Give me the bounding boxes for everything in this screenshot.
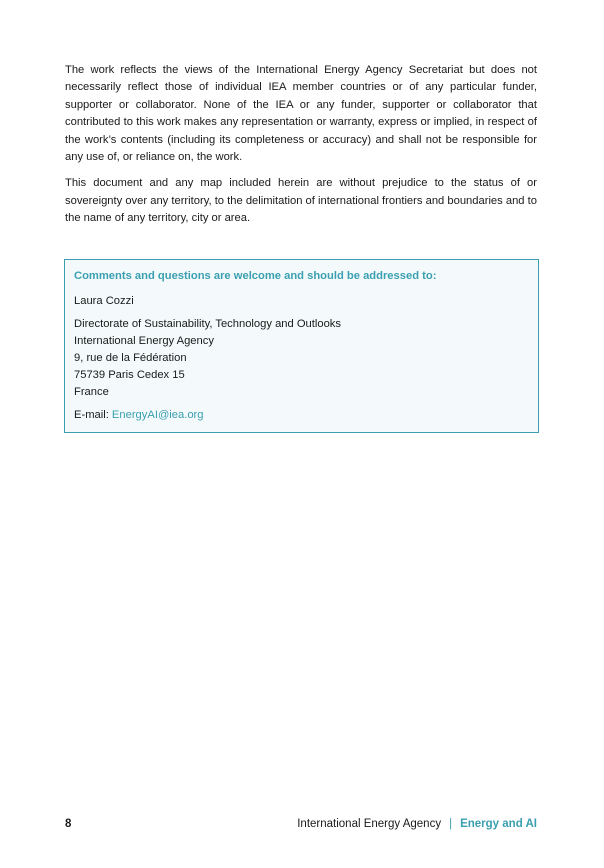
address-line-directorate: Directorate of Sustainability, Technology and Outlooks (74, 318, 341, 330)
page-footer (65, 818, 537, 836)
disclaimer-paragraph: The work reflects the views of the International Energy Agency Secretariat but does not necessarily reflect those of individual IEA member countries or of any particular funder, supporter or collaborator. None of the IEA or any funder, supporter or collaborator that contributed to this work makes any representation or warranty, express or implied, in respect of the work’s contents (including its completeness or accuracy) and shall not be responsible for any use of, or reliance on, the work. (65, 64, 537, 164)
footer-separator: | (449, 818, 453, 830)
contact-heading: Comments and questions are welcome and should be addressed to: (74, 270, 437, 282)
contact-name: Laura Cozzi (74, 295, 134, 307)
main-content (65, 62, 537, 237)
email-line (74, 407, 529, 424)
address-line-country: France (74, 386, 109, 398)
footer-organization: International Energy Agency (297, 818, 442, 830)
address-line-street: 9, rue de la Fédération (74, 352, 187, 364)
email-label: E-mail: (74, 409, 112, 421)
email-link[interactable]: EnergyAI@iea.org (111, 409, 204, 421)
contact-box (64, 259, 539, 433)
page-number: 8 (65, 818, 72, 830)
territory-paragraph: This document and any map included herein are without prejudice to the status of or sovereignty over any territory, to the delimitation of international frontiers and boundaries and to the name of any territory, city or area. (65, 177, 537, 225)
footer-report-title: Energy and AI (460, 818, 537, 830)
footer-title (297, 818, 537, 830)
contact-address (74, 316, 529, 401)
address-line-city: 75739 Paris Cedex 15 (74, 369, 185, 381)
address-line-agency: International Energy Agency (74, 335, 214, 347)
